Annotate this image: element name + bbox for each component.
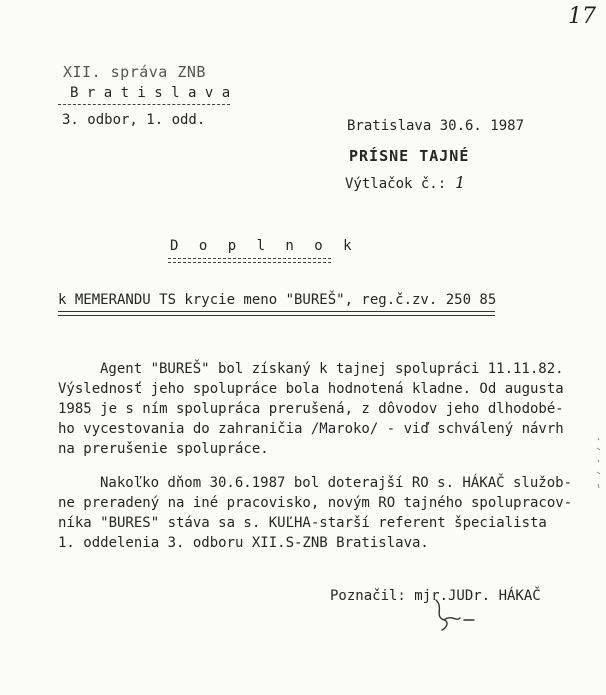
subject-line: k MEMERANDU TS krycie meno "BUREŠ", reg.č.zv. 250 85 — [58, 292, 497, 308]
department: 3. odbor, 1. odd. — [62, 112, 206, 128]
paragraph-line: ho vycestovania do zahraničia /Maroko/ - viď schválený návrh — [58, 421, 564, 437]
title-underline-1 — [168, 258, 331, 259]
handwritten-signature — [430, 594, 490, 634]
unit-city: B r a t i s l a v a — [70, 85, 231, 101]
page-number: 17 — [568, 4, 596, 29]
subject-underline-1 — [58, 311, 495, 312]
paragraph-1 — [58, 359, 578, 459]
copy-number: 1 — [455, 173, 466, 192]
paragraph-line: níka "BURES" stáva sa s. KUĽHA-starší referent špecialista — [58, 515, 547, 531]
body-text — [58, 359, 578, 569]
document-title: D o p l n o k — [170, 238, 358, 254]
signature-line: Poznačil: mjr.JUDr. HÁKAČ — [330, 588, 541, 604]
paragraph-line: 1985 je s ním spolupráca prerušená, z dôvodov jeho dlhodobé- — [58, 401, 564, 417]
margin-marks — [594, 436, 604, 496]
subject-underline-2 — [58, 315, 495, 316]
copy-label: Výtlačok č.: — [345, 176, 447, 192]
paragraph-line: Nakoľko dňom 30.6.1987 bol doterajší RO s. HÁKAČ služob- — [100, 475, 573, 491]
paragraph-2 — [58, 473, 578, 553]
paragraph-line: ne preradený na iné pracovisko, novým RO tajného spolupracov- — [58, 495, 573, 511]
unit-name: XII. správa ZNB — [63, 63, 206, 81]
title-underline-2 — [168, 262, 331, 263]
paragraph-line: Agent "BUREŠ" bol získaný k tajnej spolupráci 11.11.82. — [100, 361, 564, 377]
place-date: Bratislava 30.6. 1987 — [347, 118, 525, 134]
paragraph-line: na prerušenie spolupráce. — [58, 441, 269, 457]
paragraph-line: Výslednosť jeho spolupráce bola hodnotená kladne. Od augusta — [58, 381, 564, 397]
header-underline — [58, 104, 230, 105]
paragraph-line: 1. oddelenia 3. odboru XII.S-ZNB Bratislava. — [58, 535, 429, 551]
classification: PRÍSNE TAJNÉ — [349, 147, 470, 165]
